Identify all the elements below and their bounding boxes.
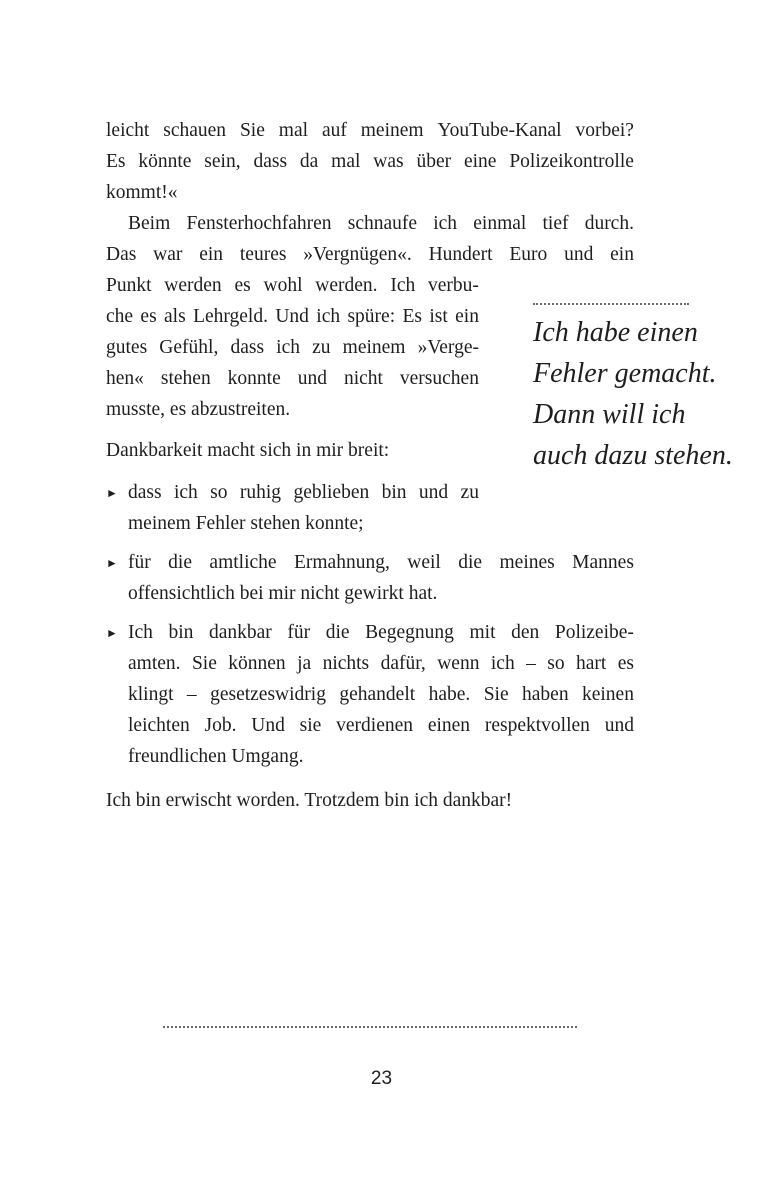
- word: dafür,: [380, 653, 426, 674]
- word: ich: [316, 306, 341, 327]
- word: che: [106, 306, 134, 327]
- word: klingt: [128, 684, 174, 705]
- word: nichts: [322, 653, 370, 674]
- word: tief: [542, 213, 569, 234]
- word: sein,: [204, 151, 241, 172]
- word: die: [458, 552, 483, 573]
- bullet-line: meinem Fehler stehen konnte;: [128, 513, 364, 534]
- word: Polizeikontrolle: [509, 151, 634, 172]
- bullet-line: [128, 548, 634, 578]
- word: bin: [381, 482, 407, 503]
- word: dass: [230, 337, 265, 358]
- word: verbu-: [428, 275, 479, 296]
- word: Ermahnung,: [293, 552, 390, 573]
- word: ist: [429, 306, 448, 327]
- word: ein: [455, 306, 479, 327]
- word: über: [416, 151, 452, 172]
- bullet-line: [128, 478, 479, 508]
- word: eine: [463, 151, 497, 172]
- word: werden: [164, 275, 222, 296]
- word: Euro: [509, 244, 548, 265]
- bullet-line: freundlichen Umgang.: [128, 746, 304, 767]
- word: schauen: [163, 120, 227, 141]
- bullet-line: [128, 618, 634, 648]
- word: Es: [402, 306, 422, 327]
- word: so: [210, 482, 228, 503]
- word: einmal: [473, 213, 527, 234]
- word: Und: [275, 306, 309, 327]
- word: was: [373, 151, 404, 172]
- word: amten.: [128, 653, 181, 674]
- word: mal: [331, 151, 361, 172]
- word: Ich: [390, 275, 416, 296]
- word: Polizeibe-: [554, 622, 634, 643]
- word: Das: [106, 244, 137, 265]
- word: ein: [199, 244, 224, 265]
- word: meines: [499, 552, 555, 573]
- word: die: [325, 622, 350, 643]
- word: es: [234, 275, 251, 296]
- pull-quote-line: Dann will ich: [533, 399, 686, 430]
- word: keinen: [581, 684, 634, 705]
- text-line: [128, 209, 634, 239]
- word: Sie: [239, 120, 265, 141]
- word: einen: [427, 715, 471, 736]
- text-line: musste, es abzustreiten.: [106, 399, 291, 420]
- word: Sie: [483, 684, 509, 705]
- text-line: kommt!«: [106, 182, 178, 203]
- text-line: [106, 147, 634, 177]
- text-line: [106, 240, 634, 270]
- word: spüre:: [347, 306, 396, 327]
- word: dass: [128, 482, 162, 503]
- closing-line: Ich bin erwischt worden. Trotzdem bin ich dankbar!: [106, 790, 513, 811]
- word: wohl: [263, 275, 303, 296]
- word: Und: [251, 715, 285, 736]
- word: »Verge-: [417, 337, 479, 358]
- text-line: [106, 333, 479, 363]
- text-line: [106, 302, 479, 332]
- word: mit: [469, 622, 496, 643]
- word: ich: [433, 213, 458, 234]
- word: hart: [576, 653, 607, 674]
- word: es: [140, 306, 157, 327]
- word: Es: [106, 151, 126, 172]
- word: es: [617, 653, 634, 674]
- word: gehandelt: [339, 684, 416, 705]
- word: ja: [297, 653, 312, 674]
- word: werden.: [315, 275, 378, 296]
- word: –: [186, 684, 197, 705]
- word: –: [526, 653, 536, 674]
- pull-quote-line: Fehler gemacht.: [533, 358, 717, 389]
- word: weil: [407, 552, 441, 573]
- word: so: [547, 653, 565, 674]
- word: zu: [312, 337, 331, 358]
- word: Fensterhochfahren: [186, 213, 332, 234]
- word: auf: [321, 120, 347, 141]
- word: verdienen: [336, 715, 414, 736]
- word: schnaufe: [347, 213, 418, 234]
- word: und: [604, 715, 634, 736]
- word: ich: [173, 482, 198, 503]
- bullet-line: [128, 680, 634, 710]
- word: teures: [239, 244, 287, 265]
- word: könnte: [138, 151, 192, 172]
- word: YouTube-Kanal: [437, 120, 562, 141]
- word: ich: [276, 337, 300, 358]
- word: wenn: [437, 653, 480, 674]
- word: Sie: [191, 653, 217, 674]
- word: hen«: [106, 368, 144, 389]
- word: da: [299, 151, 319, 172]
- word: amtliche: [209, 552, 277, 573]
- word: und: [297, 368, 327, 389]
- word: respektvollen: [484, 715, 590, 736]
- bullet-line: [128, 711, 634, 741]
- word: Lehrgeld.: [193, 306, 268, 327]
- bullet-line: offensichtlich bei mir nicht gewirkt hat.: [128, 583, 438, 604]
- word: Punkt: [106, 275, 152, 296]
- word: mal: [278, 120, 309, 141]
- word: meinem: [342, 337, 406, 358]
- word: Beim: [128, 213, 171, 234]
- word: Job.: [204, 715, 237, 736]
- bullet-marker-icon: ►: [106, 486, 118, 500]
- word: dankbar: [208, 622, 272, 643]
- word: »Vergnügen«.: [303, 244, 412, 265]
- page-number: 23: [370, 1068, 393, 1089]
- word: geblieben: [293, 482, 370, 503]
- word: für: [287, 622, 311, 643]
- word: nicht: [343, 368, 383, 389]
- pull-quote-divider: [533, 303, 689, 305]
- word: bin: [168, 622, 194, 643]
- word: zu: [460, 482, 479, 503]
- word: gesetzeswidrig: [210, 684, 326, 705]
- bullet-line: [128, 649, 634, 679]
- word: Gefühl,: [159, 337, 219, 358]
- word: leicht: [106, 120, 150, 141]
- word: und: [418, 482, 449, 503]
- bullet-marker-icon: ►: [106, 626, 118, 640]
- word: ich: [490, 653, 515, 674]
- word: den: [511, 622, 540, 643]
- word: Hundert: [428, 244, 493, 265]
- word: war: [153, 244, 183, 265]
- bullet-marker-icon: ►: [106, 556, 118, 570]
- word: stehen: [160, 368, 211, 389]
- word: habe.: [428, 684, 471, 705]
- word: leichten: [128, 715, 190, 736]
- word: durch.: [584, 213, 634, 234]
- word: und: [564, 244, 594, 265]
- word: sie: [299, 715, 322, 736]
- text-line: [106, 116, 634, 146]
- word: konnte: [227, 368, 281, 389]
- footer-divider: [163, 1026, 577, 1028]
- text-line: [106, 364, 479, 394]
- word: ruhig: [239, 482, 282, 503]
- word: meinem: [360, 120, 424, 141]
- pull-quote-line: Ich habe einen: [533, 317, 698, 348]
- word: Mannes: [572, 552, 634, 573]
- word: vorbei?: [575, 120, 634, 141]
- word: ein: [610, 244, 634, 265]
- word: als: [164, 306, 186, 327]
- word: versuchen: [399, 368, 479, 389]
- word: dass: [253, 151, 288, 172]
- pull-quote-line: auch dazu stehen.: [533, 440, 733, 471]
- word: können: [228, 653, 286, 674]
- word: gutes: [106, 337, 148, 358]
- word: Ich: [128, 622, 153, 643]
- intro-line: Dankbarkeit macht sich in mir breit:: [106, 440, 390, 461]
- word: Begegnung: [365, 622, 454, 643]
- word: für: [128, 552, 151, 573]
- word: die: [168, 552, 192, 573]
- word: haben: [522, 684, 569, 705]
- text-line: [106, 271, 479, 301]
